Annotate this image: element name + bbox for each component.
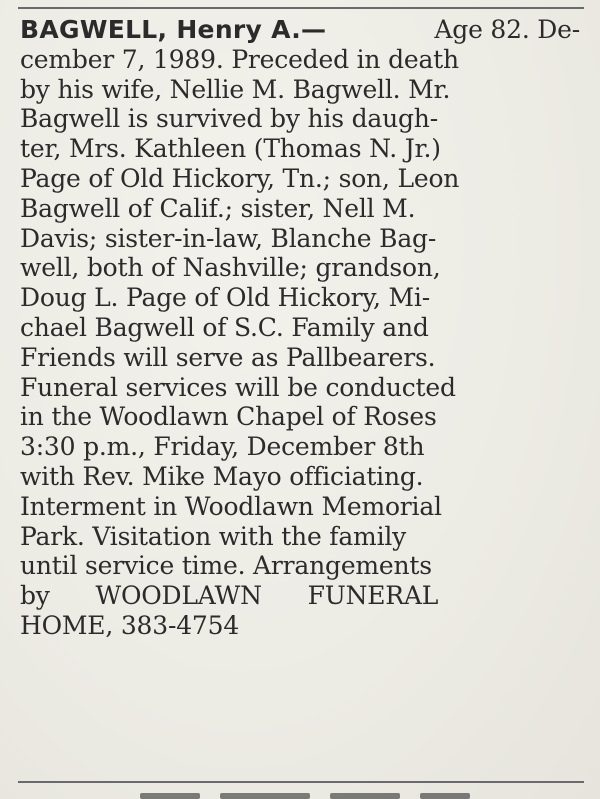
obituary-name: BAGWELL, Henry A.— (20, 15, 327, 44)
obituary-line: with Rev. Mike Mayo officiating. (20, 461, 424, 491)
obituary-line: Davis; sister-in-law, Blanche Bag- (20, 223, 437, 253)
bottom-rule (18, 781, 584, 783)
cut-off-text-fragment (330, 793, 400, 799)
obituary-line: chael Bagwell of S.C. Family and (20, 312, 429, 342)
obituary-line: Doug L. Page of Old Hickory, Mi- (20, 283, 430, 313)
cut-off-text-fragment (220, 793, 310, 799)
obituary-line: by his wife, Nellie M. Bagwell. Mr. (20, 74, 451, 104)
obituary-line: Interment in Woodlawn Memorial (20, 491, 442, 521)
obituary-line: 3:30 p.m., Friday, December 8th (20, 432, 425, 462)
obituary-line: Park. Visitation with the family (20, 521, 407, 551)
top-rule (18, 7, 584, 9)
obituary-line-1-text: Age 82. De- (434, 15, 580, 44)
obituary-line: Bagwell of Calif.; sister, Nell M. (20, 193, 416, 223)
obituary-line: in the Woodlawn Chapel of Roses (20, 402, 437, 432)
obituary-line: well, both of Nashville; grandson, (20, 253, 441, 283)
obituary-line: Page of Old Hickory, Tn.; son, Leon (20, 163, 460, 193)
cut-off-text-fragment (140, 793, 200, 799)
obituary-line: by WOODLAWN FUNERAL (20, 581, 439, 611)
cut-off-next-notice (140, 789, 480, 799)
obituary-line-1 (20, 15, 580, 45)
obituary-line: ter, Mrs. Kathleen (Thomas N. Jr.) (20, 134, 441, 164)
obituary-line: Funeral services will be conducted (20, 372, 456, 402)
obituary-line: Bagwell is survived by his daugh- (20, 104, 438, 134)
obituary-line: Friends will serve as Pallbearers. (20, 342, 436, 372)
cut-off-text-fragment (420, 793, 470, 799)
obituary-line: HOME, 383-4754 (20, 610, 240, 640)
obituary-line: cember 7, 1989. Preceded in death (20, 44, 459, 74)
obituary-line: until service time. Arrangements (20, 551, 432, 581)
obituary-notice (20, 15, 580, 641)
